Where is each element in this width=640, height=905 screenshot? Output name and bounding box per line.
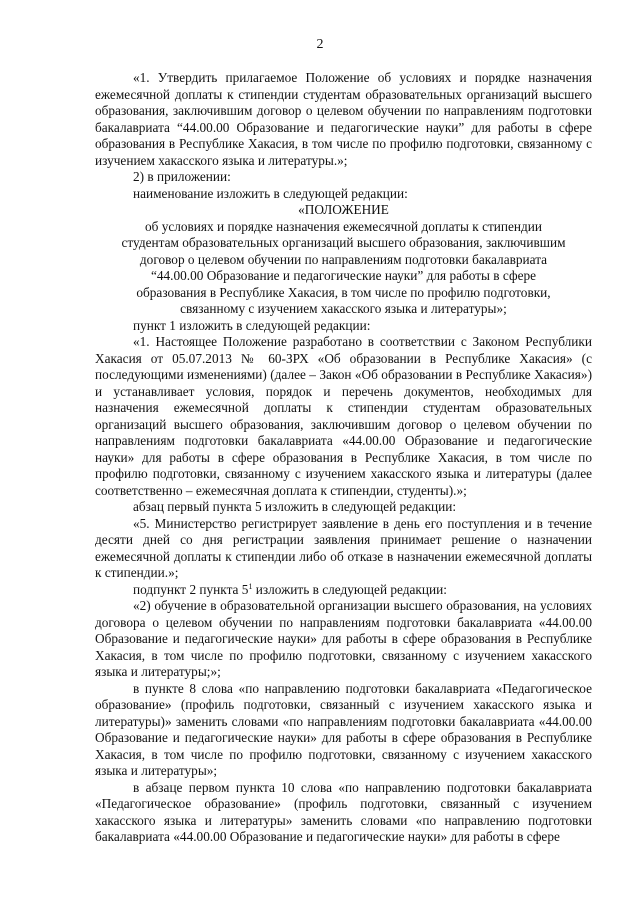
regulation-title-line: “44.00.00 Образование и педагогические науки” для работы в сфере <box>150 268 537 283</box>
paragraph-subclause-instruction <box>95 582 592 599</box>
paragraph-clause-5-instruction: абзац первый пункта 5 изложить в следующей редакции: <box>133 499 457 514</box>
document-body <box>95 70 592 846</box>
regulation-title-line: студентам образовательных организаций высшего образования, заключившим <box>121 235 566 250</box>
paragraph-clause-8-amendment: в пункте 8 слова «по направлению подготовки бакалавриата «Педагогическое образование» (профиль подготовки, связанный с изучением хакасского языка и литературы)» заменить словами «по направлениям подготовки бакалавриата «44.00.00 Образование и педагогические науки» для работы в сфере образования в Республике Хакасия, в том числе по профилю подготовки, связанному с изучением хакасского языка и литературы»; <box>95 680 592 778</box>
regulation-title-heading: «ПОЛОЖЕНИЕ <box>298 202 389 217</box>
paragraph-clause-1-text: «1. Настоящее Положение разработано в соответствии с Законом Республики Хакасия от 05.07.2013 № 60-ЗРХ «Об образовании в Республике Хакасия» (с последующими изменениями) (далее – Закон «Об образовании в Республике Хакасия») и устанавливает условия, порядок и перечень документов, необходимых для назначения ежемесячной доплаты к стипендии студентам образовательных организаций высшего образования, заключившим договор о целевом обучении по направлениям подготовки бакалавриата «44.00.00 Образование и педагогические науки» для работы в сфере образования в Республике Хакасия, в том числе по профилю подготовки, связанному с изучением хакасского языка и литературы (далее соответственно – ежемесячная доплата к стипендии, студенты).»; <box>95 334 592 498</box>
paragraph-clause-5-text: «5. Министерство регистрирует заявление в день его поступления и в течение десяти дней со дня регистрации заявления принимает решение о назначении ежемесячной доплаты к стипендии либо об отказе в назначении ежемесячной доплаты к стипендии.»; <box>95 515 592 580</box>
regulation-title-line: об условиях и порядке назначения ежемесячной доплаты к стипендии <box>144 218 543 234</box>
paragraph-appendix-intro: 2) в приложении: <box>133 169 231 184</box>
subclause-instruction-start: подпункт 2 пункта 5 <box>133 581 249 597</box>
page-number: 2 <box>316 37 324 52</box>
superscript-index: 1 <box>248 581 253 591</box>
subclause-instruction-end: изложить в следующей редакции: <box>252 581 447 597</box>
regulation-title-line: договор о целевом обучении по направлениям подготовки бакалавриата <box>139 251 548 267</box>
paragraph-clause-1-instruction: пункт 1 изложить в следующей редакции: <box>133 317 371 333</box>
regulation-title-line: связанному с изучением хакасского языка и литературы»; <box>180 301 507 316</box>
paragraph-title-instruction: наименование изложить в следующей редакции: <box>133 185 408 201</box>
regulation-title-block <box>95 202 592 318</box>
paragraph-clause-10-amendment: в абзаце первом пункта 10 слова «по направлению подготовки бакалавриата «Педагогическое образование» (профиль подготовки, связанный с изучением хакасского языка и литературы» заменить словами «по направлению подготовки бакалавриата «44.00.00 Образование и педагогические науки» для работы в сфере <box>95 779 592 844</box>
paragraph-resolution-item-1: «1. Утвердить прилагаемое Положение об условиях и порядке назначения ежемесячной доплаты к стипендии студентам образовательных организаций высшего образования, заключившим договор о целевом обучении по направлениям подготовки бакалавриата “44.00.00 Образование и педагогические науки” для работы в сфере образования в Республике Хакасия, в том числе по профилю подготовки, связанному с изучением хакасского языка и литературы.»; <box>95 70 592 168</box>
regulation-title-line: образования в Республике Хакасия, в том числе по профилю подготовки, <box>136 284 551 300</box>
paragraph-subclause-text: «2) обучение в образовательной организации высшего образования, на условиях договора о целевом обучении по направлениям подготовки бакалавриата «44.00.00 Образование и педагогические науки» для работы в сфере образования в Республике Хакасия, в том числе по профилю подготовки, связанному с изучением хакасского языка и литературы;»; <box>95 598 592 679</box>
